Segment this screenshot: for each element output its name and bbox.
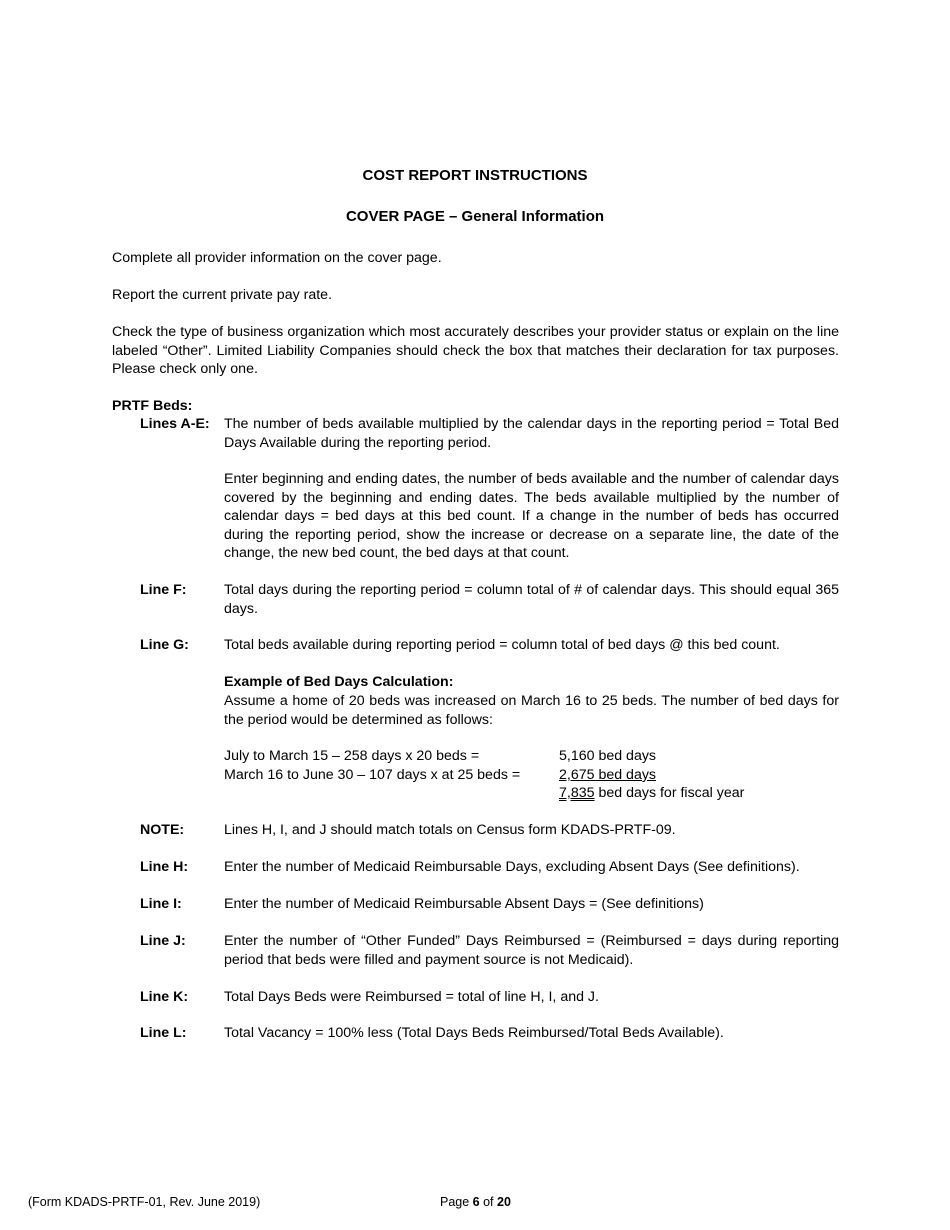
page-prefix: Page [440, 1195, 473, 1209]
line-f-text: Total days during the reporting period = column total of # of calendar days. This should equal 365 days. [224, 582, 839, 617]
example-row-2-result: 2,675 bed days [559, 767, 657, 783]
page-title: COST REPORT INSTRUCTIONS [362, 167, 588, 184]
page-total: 20 [497, 1195, 511, 1209]
line-g-label: Line G: [140, 637, 189, 653]
intro-paragraph-2: Report the current private pay rate. [112, 287, 333, 303]
example-row-1-result: 5,160 bed days [559, 748, 657, 764]
line-l-label: Line L: [140, 1025, 187, 1041]
note-label: NOTE: [140, 822, 185, 838]
prtf-beds-heading: PRTF Beds: [112, 398, 193, 414]
footer-form-id: (Form KDADS-PRTF-01, Rev. June 2019) [28, 1195, 261, 1209]
footer-page-number [440, 1195, 511, 1209]
intro-paragraph-1: Complete all provider information on the cover page. [112, 250, 442, 266]
section-title: COVER PAGE – General Information [345, 208, 605, 225]
line-h-text: Enter the number of Medicaid Reimbursable Days, excluding Absent Days (See definitions). [224, 859, 800, 875]
page-of: of [479, 1195, 497, 1209]
lines-a-e-detail: Enter beginning and ending dates, the number of beds available and the number of calendar days covered by the beginning and ending dates. The beds available multiplied by the number of calendar days = bed days at this bed count. If a change in the number of beds has occurred during the reporting period, show the increase or decrease on a separate line, the date of the change, the new bed count, the bed days at that count. [224, 471, 839, 561]
example-row-1-calc: July to March 15 – 258 days x 20 beds = [224, 748, 480, 764]
line-k-text: Total Days Beds were Reimbursed = total of line H, I, and J. [224, 989, 599, 1005]
line-i-label: Line I: [140, 896, 182, 912]
page-current: 6 [472, 1195, 480, 1209]
lines-a-e-text: The number of beds available multiplied by the calendar days in the reporting period = Total Bed Days Available during the reporting period. [224, 416, 839, 451]
line-f-label: Line F: [140, 582, 187, 598]
example-heading: Example of Bed Days Calculation: [224, 674, 454, 690]
line-l-text: Total Vacancy = 100% less (Total Days Beds Reimbursed/Total Beds Available). [224, 1025, 724, 1041]
example-total [559, 784, 744, 803]
intro-paragraph-3: Check the type of business organization which most accurately describes your provider status or explain on the line labeled “Other”. Limited Liability Companies should check the box that matches their declaration for tax purposes. Please check only one. [112, 324, 839, 377]
line-j-text: Enter the number of “Other Funded” Days Reimbursed = (Reimbursed = days during reporting period that beds were filled and payment source is not Medicaid). [224, 933, 839, 968]
line-k-label: Line K: [140, 989, 189, 1005]
line-i-text: Enter the number of Medicaid Reimbursable Absent Days = (See definitions) [224, 896, 704, 912]
example-total-suffix: bed days for fiscal year [594, 785, 745, 801]
example-total-value: 7,835 [559, 785, 595, 801]
line-j-label: Line J: [140, 933, 186, 949]
example-row-2-calc: March 16 to June 30 – 107 days x at 25 beds = [224, 767, 521, 783]
example-text: Assume a home of 20 beds was increased on March 16 to 25 beds. The number of bed days for the period would be determined as follows: [224, 693, 839, 728]
note-text: Lines H, I, and J should match totals on Census form KDADS-PRTF-09. [224, 822, 676, 838]
line-h-label: Line H: [140, 859, 189, 875]
lines-a-e-label: Lines A-E: [140, 416, 210, 432]
line-g-text: Total beds available during reporting period = column total of bed days @ this bed count. [224, 637, 780, 653]
